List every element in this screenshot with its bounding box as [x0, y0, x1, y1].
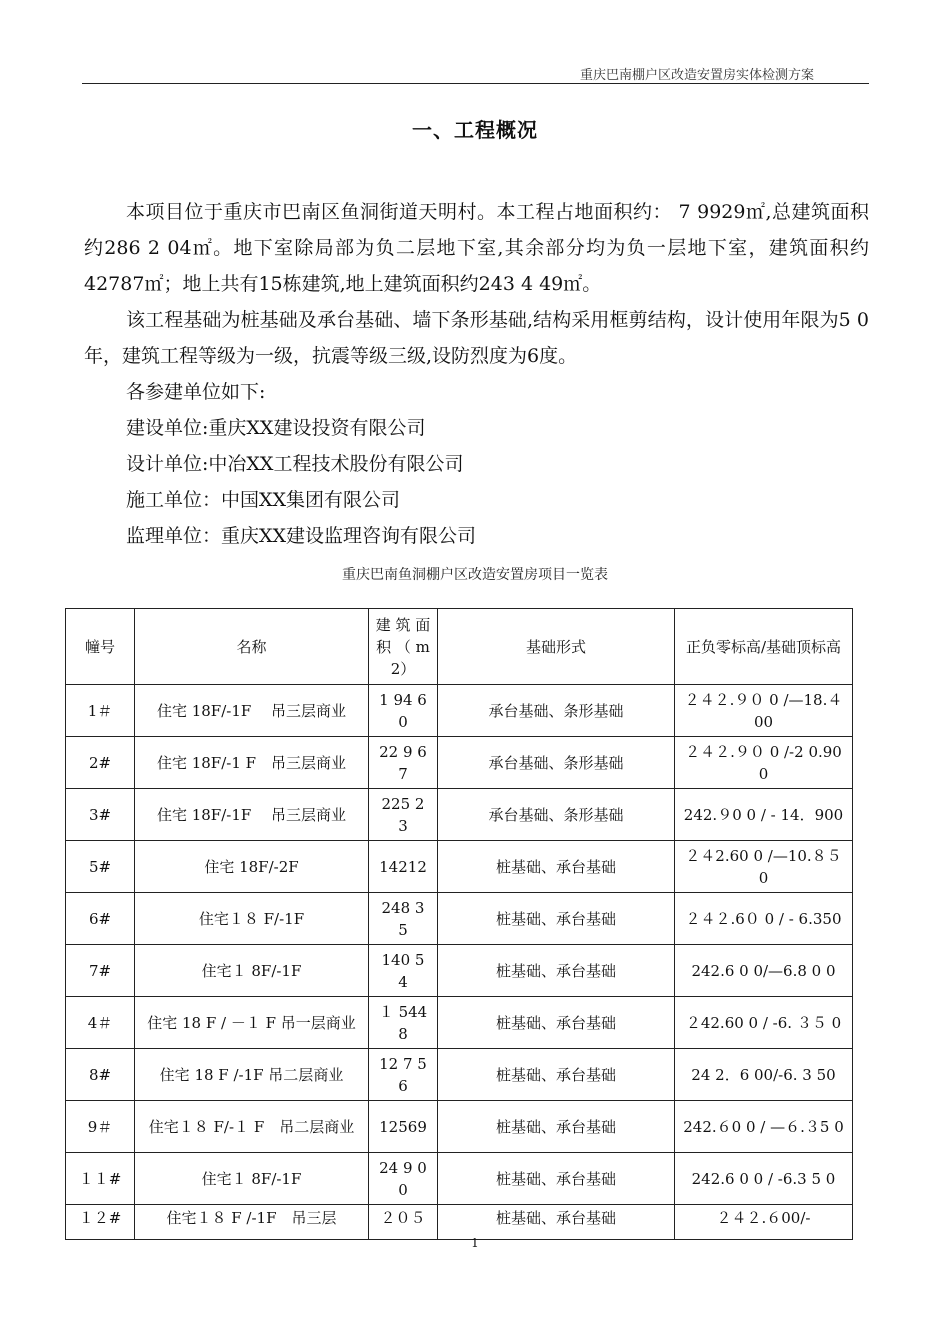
cell-area: 22 9 67 — [369, 737, 438, 789]
cell-area: ２０５ — [369, 1205, 438, 1240]
cell-name: 住宅１ 8F/-1F — [135, 1153, 369, 1205]
table-row — [66, 1101, 853, 1153]
unit-contractor: 施工单位：中国XX集团有限公司 — [126, 489, 401, 511]
cell-building-no: １１# — [66, 1153, 135, 1205]
unit-designer: 设计单位:中冶XX工程技术股份有限公司 — [126, 453, 464, 475]
cell-elevation: 24 2．6 00/-6. 3 50 — [675, 1049, 853, 1101]
cell-foundation: 承台基础、条形基础 — [438, 685, 675, 737]
cell-foundation: 桩基础、承台基础 — [438, 893, 675, 945]
cell-elevation: 242.６0 0 / —６.３5 0 — [675, 1101, 853, 1153]
cell-area: 140 5 4 — [369, 945, 438, 997]
paragraph-units-intro: 各参建单位如下: — [126, 381, 266, 403]
cell-building-no: 3# — [66, 789, 135, 841]
cell-area: 225 2 3 — [369, 789, 438, 841]
cell-elevation: 242.９0 0 / - 14．900 — [675, 789, 853, 841]
unit-supervisor: 监理单位：重庆XX建设监理咨询有限公司 — [126, 525, 477, 547]
section-title: 一、工程概况 — [412, 118, 538, 142]
cell-building-no: 5# — [66, 841, 135, 893]
cell-building-no: 8# — [66, 1049, 135, 1101]
header-elevation: 正负零标高/基础顶标高 — [675, 609, 853, 685]
cell-foundation: 承台基础、条形基础 — [438, 737, 675, 789]
cell-elevation: ２４２.6０ 0 / - 6.350 — [675, 893, 853, 945]
cell-building-no: 7# — [66, 945, 135, 997]
cell-building-no: １２# — [66, 1205, 135, 1240]
cell-name: 住宅 18 F / －１ F 吊一层商业 — [135, 997, 369, 1049]
cell-building-no: 2# — [66, 737, 135, 789]
cell-foundation: 承台基础、条形基础 — [438, 789, 675, 841]
cell-elevation: ２４２.９０ 0 /-2 0.900 — [675, 737, 853, 789]
header-rule — [82, 83, 869, 84]
cell-building-no: 9＃ — [66, 1101, 135, 1153]
table-header-row — [66, 609, 853, 685]
cell-area: 12 7 56 — [369, 1049, 438, 1101]
cell-foundation: 桩基础、承台基础 — [438, 1101, 675, 1153]
cell-foundation: 桩基础、承台基础 — [438, 841, 675, 893]
project-table — [65, 608, 853, 1240]
cell-area: 1 94 6 0 — [369, 685, 438, 737]
cell-area: 12569 — [369, 1101, 438, 1153]
cell-area: 14212 — [369, 841, 438, 893]
cell-elevation: ２42.60 0 / -6. ３５ 0 — [675, 997, 853, 1049]
cell-foundation: 桩基础、承台基础 — [438, 1049, 675, 1101]
table-row — [66, 893, 853, 945]
cell-building-no: 6# — [66, 893, 135, 945]
running-header: 重庆巴南棚户区改造安置房实体检测方案 — [579, 68, 814, 83]
page-number: 1 — [471, 1236, 479, 1250]
cell-name: 住宅 18F/-1F 吊三层商业 — [135, 789, 369, 841]
cell-elevation: ２４2.60 0 /—10.８５0 — [675, 841, 853, 893]
table-row — [66, 1049, 853, 1101]
cell-name: 住宅 18F/-2F — [135, 841, 369, 893]
cell-building-no: 4＃ — [66, 997, 135, 1049]
cell-elevation: 242.6 0 0/—6.8 0 0 — [675, 945, 853, 997]
header-area: 建 筑 面 积 （ m 2） — [369, 609, 438, 685]
header-name: 名称 — [135, 609, 369, 685]
cell-foundation: 桩基础、承台基础 — [438, 997, 675, 1049]
cell-name: 住宅１ 8F/-1F — [135, 945, 369, 997]
cell-elevation: ２４２.９０ 0 /—18.４00 — [675, 685, 853, 737]
table-row — [66, 685, 853, 737]
cell-foundation: 桩基础、承台基础 — [438, 945, 675, 997]
cell-building-no: 1＃ — [66, 685, 135, 737]
cell-name: 住宅 18F/-1 F 吊三层商业 — [135, 737, 369, 789]
cell-elevation: 242.6 0 0 / -6.3 5 0 — [675, 1153, 853, 1205]
cell-name: 住宅１８ F /-1F 吊三层 — [135, 1205, 369, 1240]
paragraph-location: 本项目位于重庆市巴南区鱼洞街道天明村。本工程占地面积约： 7 9929㎡,总建筑面积约286 2 04㎡。地下室除局部为负二层地下室,其余部分均为负一层地下室，建筑面积约42787㎡；地上共有15栋建筑,地上建筑面积约243 4 49㎡。 — [84, 201, 869, 295]
cell-name: 住宅１８ F/-1F — [135, 893, 369, 945]
table-row — [66, 997, 853, 1049]
cell-name: 住宅 18 F /-1F 吊二层商业 — [135, 1049, 369, 1101]
table-row — [66, 1153, 853, 1205]
cell-area: 24 9 0 0 — [369, 1153, 438, 1205]
cell-foundation: 桩基础、承台基础 — [438, 1153, 675, 1205]
project-overview-body — [84, 194, 869, 554]
cell-area: 248 3 5 — [369, 893, 438, 945]
table-row — [66, 789, 853, 841]
cell-foundation: 桩基础、承台基础 — [438, 1205, 675, 1240]
paragraph-structure: 该工程基础为桩基础及承台基础、墙下条形基础,结构采用框剪结构，设计使用年限为5 0 年，建筑工程等级为一级，抗震等级三级,设防烈度为6度。 — [84, 309, 869, 367]
unit-developer: 建设单位:重庆XX建设投资有限公司 — [126, 417, 426, 439]
table-row — [66, 841, 853, 893]
header-foundation: 基础形式 — [438, 609, 675, 685]
header-building-no: 幢号 — [66, 609, 135, 685]
cell-name: 住宅 18F/-1F 吊三层商业 — [135, 685, 369, 737]
table-row — [66, 737, 853, 789]
cell-name: 住宅１８ F/-１ F 吊二层商业 — [135, 1101, 369, 1153]
cell-area: １ 5448 — [369, 997, 438, 1049]
table-caption: 重庆巴南鱼洞棚户区改造安置房项目一览表 — [342, 567, 608, 583]
table-row — [66, 945, 853, 997]
table-row — [66, 1205, 853, 1240]
cell-elevation: ２４２.６00/- — [675, 1205, 853, 1240]
